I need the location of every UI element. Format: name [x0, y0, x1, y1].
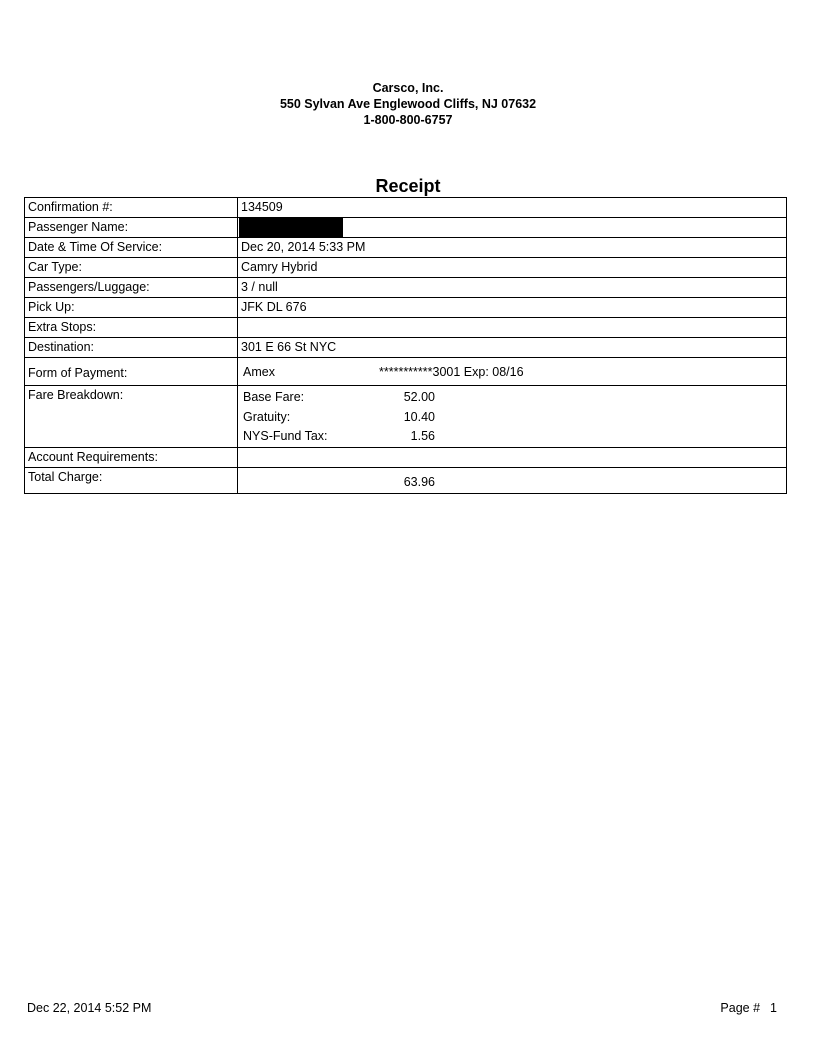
total-label: Total Charge:: [25, 468, 238, 494]
table-row: [25, 238, 787, 258]
payment-value: [238, 358, 787, 386]
company-address: 550 Sylvan Ave Englewood Cliffs, NJ 07632: [279, 97, 537, 111]
table-row: [25, 298, 787, 318]
company-phone: 1-800-800-6757: [363, 113, 453, 127]
fare-breakdown: [238, 386, 787, 448]
passenger-value: [238, 218, 787, 238]
fare-item-name: Gratuity:: [243, 409, 291, 424]
pickup-label: Pick Up:: [25, 298, 238, 318]
table-row: [25, 468, 787, 494]
destination-value: 301 E 66 St NYC: [238, 338, 787, 358]
table-row: [25, 318, 787, 338]
account-value: [238, 448, 787, 468]
account-label: Account Requirements:: [25, 448, 238, 468]
page-title: Receipt: [375, 176, 441, 196]
destination-label: Destination:: [25, 338, 238, 358]
car-type-value: Camry Hybrid: [238, 258, 787, 278]
fare-item-amount: 10.40: [403, 409, 435, 424]
payment-method: Amex: [243, 365, 275, 379]
table-row: [25, 198, 787, 218]
fare-item: [241, 387, 783, 407]
total-value-cell: [238, 468, 787, 494]
table-row: [25, 218, 787, 238]
fare-item-name: Base Fare:: [243, 390, 305, 404]
total-value: 63.96: [403, 475, 435, 489]
fare-item: [241, 407, 783, 427]
payment-card: ***********3001 Exp: 08/16: [379, 365, 524, 379]
page-number: 1: [770, 1001, 777, 1015]
car-type-label: Car Type:: [25, 258, 238, 278]
confirmation-value: 134509: [238, 198, 787, 218]
passengers-luggage-value: 3 / null: [238, 278, 787, 298]
table-row: [25, 386, 787, 448]
extra-stops-value: [238, 318, 787, 338]
redaction-block: [239, 218, 343, 237]
page-indicator: [720, 1001, 777, 1015]
page-label: Page #: [720, 1001, 761, 1015]
printed-timestamp: Dec 22, 2014 5:52 PM: [27, 1001, 152, 1015]
fare-item-name: NYS-Fund Tax:: [243, 429, 328, 443]
pickup-value: JFK DL 676: [238, 298, 787, 318]
table-row: [25, 358, 787, 386]
extra-stops-label: Extra Stops:: [25, 318, 238, 338]
company-header: [0, 80, 816, 128]
fare-item: [241, 426, 783, 446]
passengers-luggage-label: Passengers/Luggage:: [25, 278, 238, 298]
datetime-label: Date & Time Of Service:: [25, 238, 238, 258]
fare-item-amount: 1.56: [410, 429, 435, 443]
company-name: Carsco, Inc.: [372, 81, 444, 95]
payment-label: Form of Payment:: [25, 358, 238, 386]
passenger-label: Passenger Name:: [25, 218, 238, 238]
table-row: [25, 448, 787, 468]
table-row: [25, 278, 787, 298]
receipt-table: [24, 197, 787, 494]
confirmation-label: Confirmation #:: [25, 198, 238, 218]
fare-item-amount: 52.00: [403, 390, 435, 404]
datetime-value: Dec 20, 2014 5:33 PM: [238, 238, 787, 258]
table-row: [25, 338, 787, 358]
fare-label: Fare Breakdown:: [25, 386, 238, 448]
table-row: [25, 258, 787, 278]
